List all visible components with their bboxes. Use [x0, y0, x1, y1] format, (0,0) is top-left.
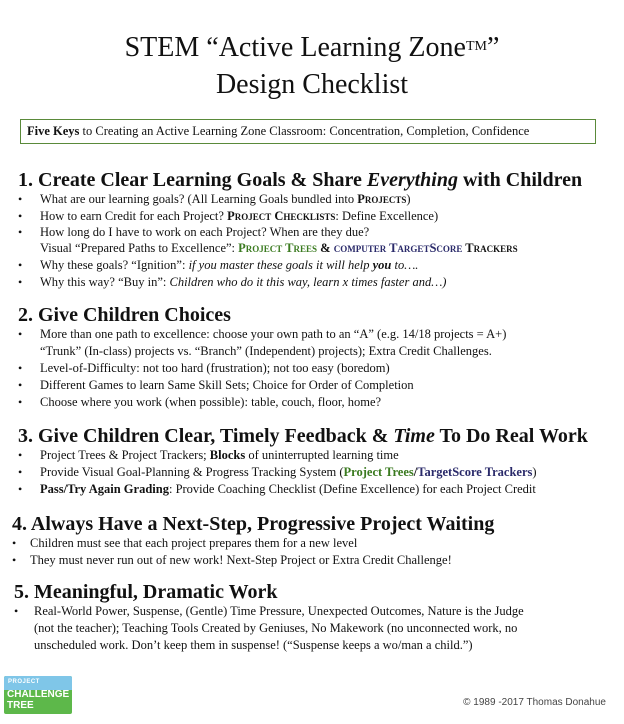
- section-1-heading: 1. Create Clear Learning Goals & Share Everything with Children: [18, 169, 583, 191]
- bullet: •: [18, 327, 23, 341]
- s2-item-1: More than one path to excellence: choose your own path to an “A” (e.g. 14/18 projects = A+): [40, 327, 507, 341]
- s1-item-2: How to earn Credit for each Project? Project Checklists: Define Excellence): [40, 209, 439, 223]
- s2-item-3: Different Games to learn Same Skill Sets; Choice for Order of Completion: [40, 378, 414, 392]
- bullet: •: [12, 536, 17, 550]
- s5-item-1: Real-World Power, Suspense, (Gentle) Time Pressure, Unexpected Outcomes, Nature is the Judge: [34, 604, 524, 618]
- challenge-tree-logo: [4, 676, 72, 714]
- section-2-heading: 2. Give Children Choices: [18, 304, 231, 326]
- s3-item-3: Pass/Try Again Grading: Provide Coaching Checklist (Define Excellence) for each Project Credit: [40, 482, 536, 496]
- s5-item-1-cont: (not the teacher); Teaching Tools Created by Geniuses, No Makework (no unconnected work, no: [34, 621, 518, 635]
- bullet: •: [18, 275, 23, 289]
- bullet: •: [14, 604, 19, 618]
- section-5-heading: 5. Meaningful, Dramatic Work: [14, 581, 278, 603]
- logo-text-project: PROJECT: [8, 679, 40, 685]
- s3-item-2: Provide Visual Goal-Planning & Progress Tracking System (Project Trees/TargetScore Trackers): [40, 465, 537, 479]
- bullet: •: [18, 258, 23, 272]
- s1-item-3-cont: Visual “Prepared Paths to Excellence”: Project Trees & computer TargetScore Trackers: [40, 241, 518, 255]
- s1-item-3: How long do I have to work on each Project? When are they due?: [40, 225, 370, 239]
- s1-item-4: Why these goals? “Ignition”: if you master these goals it will help you to….: [40, 258, 419, 272]
- section-3-heading: 3. Give Children Clear, Timely Feedback & Time To Do Real Work: [18, 425, 588, 447]
- bullet: •: [12, 553, 17, 567]
- section-4-heading: 4. Always Have a Next-Step, Progressive Project Waiting: [12, 513, 495, 535]
- s3-item-1: Project Trees & Project Trackers; Blocks of uninterrupted learning time: [40, 448, 399, 462]
- bullet: •: [18, 209, 23, 223]
- s4-item-2: They must never run out of new work! Next-Step Project or Extra Credit Challenge!: [30, 553, 452, 567]
- bullet: •: [18, 482, 23, 496]
- bullet: •: [18, 192, 23, 206]
- s1-item-5: Why this way? “Buy in”: Children who do it this way, learn x times faster and…): [40, 275, 447, 289]
- s2-item-4: Choose where you work (when possible): table, couch, floor, home?: [40, 395, 382, 409]
- trademark: TM: [465, 39, 487, 54]
- bullet: •: [18, 448, 23, 462]
- page-subtitle: Design Checklist: [215, 69, 409, 100]
- s2-item-2: Level-of-Difficulty: not too hard (frustration); not too easy (boredom): [40, 361, 390, 375]
- logo-text-challenge: CHALLENGE: [7, 689, 70, 700]
- five-keys-box: Five Keys to Creating an Active Learning Zone Classroom: Concentration, Completion, Confidence: [20, 119, 596, 144]
- page-title: STEM “Active Learning Zone™”: [124, 32, 500, 63]
- s4-item-1: Children must see that each project prepares them for a new level: [30, 536, 358, 550]
- s1-item-1: What are our learning goals? (All Learning Goals bundled into Projects): [40, 192, 411, 206]
- copyright-notice: © 1989 -2017 Thomas Donahue: [463, 697, 606, 708]
- bullet: •: [18, 378, 23, 392]
- s5-item-1-cont-2: unscheduled work. Don’t keep them in suspense! (“Suspense keeps a wo/man a child.”): [34, 638, 473, 652]
- bullet: •: [18, 395, 23, 409]
- bullet: •: [18, 361, 23, 375]
- bullet: •: [18, 465, 23, 479]
- s2-item-1-cont: “Trunk” (In-class) projects vs. “Branch” (Independent) projects); Extra Credit Challenges.: [40, 344, 492, 358]
- logo-text-tree: TREE: [7, 700, 34, 711]
- bullet: •: [18, 225, 23, 239]
